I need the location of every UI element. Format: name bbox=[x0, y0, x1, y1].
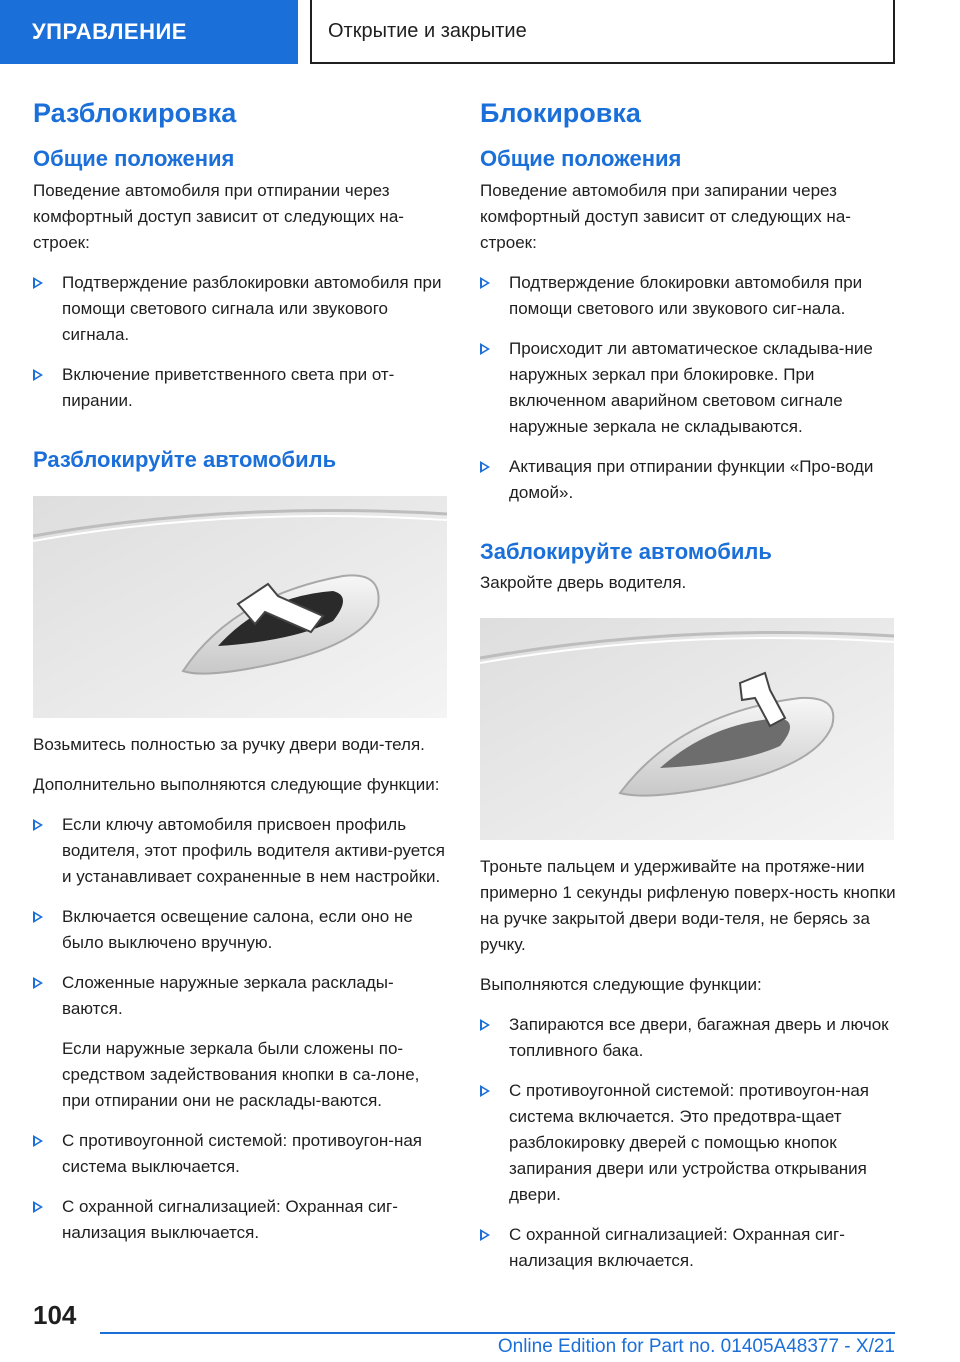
page-number: 104 bbox=[33, 1300, 77, 1330]
list-item: Активация при отпирании функции «Про-води домой». bbox=[480, 454, 898, 506]
bullet-triangle-icon bbox=[33, 977, 43, 989]
list-item: С противоугонной системой: противоугон-ная система включается. Это предотвра-щает разблокировку дверей с помощью кнопок запирания двери или устройства открывания двери. bbox=[480, 1078, 898, 1208]
list-item: Включение приветственного света при от-пирании. bbox=[33, 362, 451, 414]
grab-handle-text: Возьмитесь полностью за ручку двери води-теля. bbox=[33, 735, 425, 755]
bullet-triangle-icon bbox=[480, 1229, 490, 1241]
unlock-intro: Поведение автомобиля при отпирании через комфортный доступ зависит от следующих на-строек: bbox=[33, 180, 404, 252]
list-item: С охранной сигнализацией: Охранная сиг-нализация включается. bbox=[480, 1222, 898, 1274]
door-handle-unlock-image bbox=[33, 496, 447, 718]
list-item: Включается освещение салона, если оно не было выключено вручную. bbox=[33, 904, 451, 956]
bullet-triangle-icon bbox=[480, 1085, 490, 1097]
bullet-triangle-icon bbox=[33, 1201, 43, 1213]
mirror-note: Если наружные зеркала были сложены по-средством задействования кнопки в са-лоне, при отпирании они не расклады-ваются. bbox=[62, 1039, 420, 1111]
touch-sensor-text: Троньте пальцем и удерживайте на протяже-нии примерно 1 секунды рифленую поверх-ность кнопки на ручке закрытой двери води-теля, не берясь за ручку. bbox=[480, 857, 896, 955]
list-item: Если ключу автомобиля присвоен профиль водителя, этот профиль водителя активи-руется и устанавливает сохраненные в нем настройки. bbox=[33, 812, 451, 890]
bullet-triangle-icon bbox=[33, 819, 43, 831]
left-column bbox=[33, 96, 451, 1246]
additional-functions-text: Дополнительно выполняются следующие функции: bbox=[33, 775, 440, 795]
bullet-triangle-icon bbox=[33, 911, 43, 923]
bullet-triangle-icon bbox=[33, 1135, 43, 1147]
unlock-functions-list bbox=[33, 812, 451, 1246]
lock-functions-list bbox=[480, 1012, 898, 1274]
edition-footer: Online Edition for Part no. 01405A48377 - X/21 bbox=[497, 1336, 895, 1357]
list-item: Сложенные наружные зеркала расклады-ваются. Если наружные зеркала были сложены по-средством задействования кнопки в са-лоне, при отпирании они не расклады-ваются. bbox=[33, 970, 451, 1114]
list-item: С противоугонной системой: противоугон-ная система выключается. bbox=[33, 1128, 451, 1180]
list-item: Подтверждение блокировки автомобиля при помощи светового или звукового сиг-нала. bbox=[480, 270, 898, 322]
list-item: Запираются все двери, багажная дверь и лючок топливного бака. bbox=[480, 1012, 898, 1064]
section-tab: УПРАВЛЕНИЕ bbox=[0, 0, 298, 64]
unlock-settings-list bbox=[33, 270, 451, 414]
bullet-triangle-icon bbox=[33, 369, 43, 381]
bullet-triangle-icon bbox=[480, 343, 490, 355]
list-item: Подтверждение разблокировки автомобиля при помощи светового сигнала или звукового сигнала. bbox=[33, 270, 451, 348]
right-column bbox=[480, 96, 898, 1274]
lock-intro: Поведение автомобиля при запирании через комфортный доступ зависит от следующих на-строек: bbox=[480, 180, 851, 252]
general-heading: Общие положения bbox=[480, 146, 682, 172]
list-item: С охранной сигнализацией: Охранная сиг-нализация выключается. bbox=[33, 1194, 451, 1246]
general-heading: Общие положения bbox=[33, 146, 235, 172]
bullet-triangle-icon bbox=[480, 461, 490, 473]
chapter-title: Открытие и закрытие bbox=[310, 0, 895, 64]
footer-divider bbox=[100, 1332, 895, 1334]
lock-vehicle-heading: Заблокируйте автомобиль bbox=[480, 538, 772, 564]
bullet-triangle-icon bbox=[480, 277, 490, 289]
unlock-vehicle-heading: Разблокируйте автомобиль bbox=[33, 446, 337, 472]
lock-settings-list bbox=[480, 270, 898, 506]
bullet-triangle-icon bbox=[480, 1019, 490, 1031]
door-handle-lock-image bbox=[480, 618, 894, 840]
bullet-triangle-icon bbox=[33, 277, 43, 289]
lock-heading: Блокировка bbox=[480, 98, 641, 128]
list-item: Происходит ли автоматическое складыва-ние наружных зеркал при блокировке. При включенном аварийном световом сигнале наружные зеркала не складываются. bbox=[480, 336, 898, 440]
unlock-heading: Разблокировка bbox=[33, 98, 237, 128]
functions-intro-text: Выполняются следующие функции: bbox=[480, 975, 762, 995]
close-door-text: Закройте дверь водителя. bbox=[480, 573, 687, 593]
